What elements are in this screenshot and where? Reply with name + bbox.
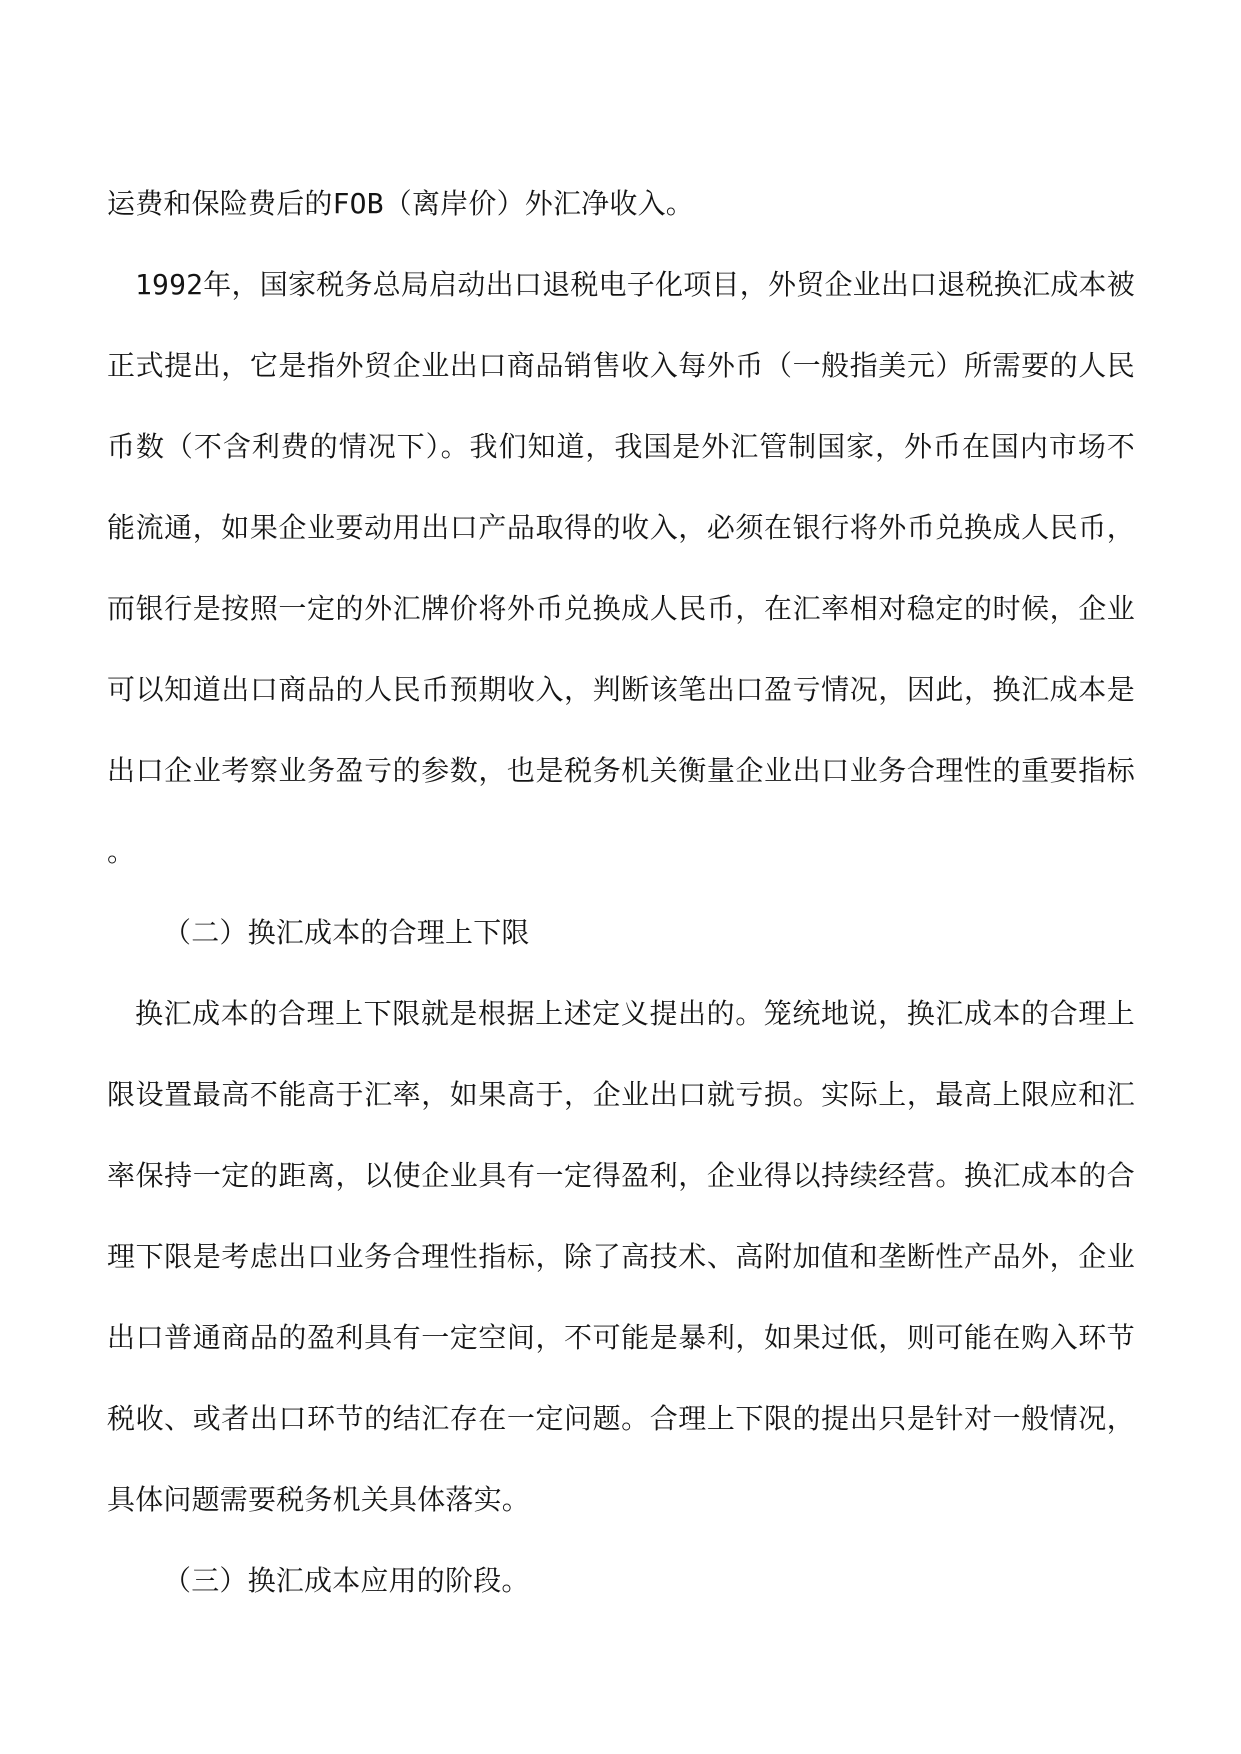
paragraph-upper-lower-limits: 换汇成本的合理上下限就是根据上述定义提出的。笼统地说，换汇成本的合理上限设置最高不能高于汇率，如果高于，企业出口就亏损。实际上，最高上限应和汇率保持一定的距离，以使企业具有一定得盈利，企业得以持续经营。换汇成本的合理下限是考虑出口业务合理性指标，除了高技术、高附加值和垄断性产品外，企业出口普通商品的盈利具有一定空间，不可能是暴利，如果过低，则可能在购入环节税收、或者出口环节的结汇存在一定问题。合理上下限的提出只是针对一般情况，具体问题需要税务机关具体落实。: [107, 997, 1135, 1516]
paragraph-fob-continuation: 运费和保险费后的FOB（离岸价）外汇净收入。: [107, 187, 694, 220]
document-body: [107, 163, 1135, 1621]
paragraph-1992-definition: 1992年，国家税务总局启动出口退税电子化项目，外贸企业出口退税换汇成本被正式提出，它是指外贸企业出口商品销售收入每外币（一般指美元）所需要的人民币数（不含利费的情况下）。我们知道，我国是外汇管制国家，外币在国内市场不能流通，如果企业要动用出口产品取得的收入，必须在银行将外币兑换成人民币，而银行是按照一定的外汇牌价将外币兑换成人民币，在汇率相对稳定的时候，企业可以知道出口商品的人民币预期收入，判断该笔出口盈亏情况，因此，换汇成本是出口企业考察业务盈亏的参数，也是税务机关衡量企业出口业务合理性的重要指标。: [107, 268, 1135, 868]
section-heading-2: （二）换汇成本的合理上下限: [163, 916, 530, 949]
section-heading-3: （三）换汇成本应用的阶段。: [163, 1564, 530, 1597]
